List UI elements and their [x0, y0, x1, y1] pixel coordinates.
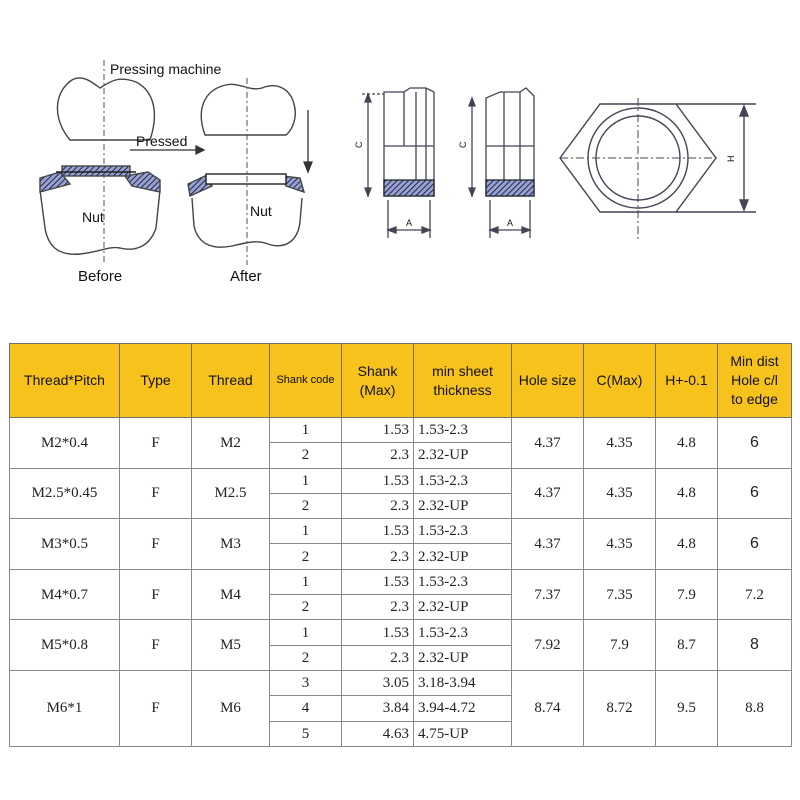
cell-shank: 1.53 [342, 418, 414, 443]
hex-nut-top-view [560, 98, 756, 240]
header-min-dist-line2: Hole c/l [731, 372, 778, 388]
cell-shank: 1.53 [342, 620, 414, 645]
cell-shank-code: 1 [270, 519, 342, 544]
cell-shank: 4.63 [342, 721, 414, 746]
cell-shank: 1.53 [342, 519, 414, 544]
label-after: After [230, 268, 262, 285]
cell-sheet: 1.53-2.3 [414, 569, 512, 594]
installation-diagrams [0, 0, 800, 300]
upper-die-before [57, 78, 154, 140]
dim-label-h: H [726, 155, 736, 162]
table-row [10, 519, 792, 544]
table-row [10, 418, 792, 443]
header-min-sheet-line1: min sheet [432, 362, 493, 379]
nut-cross-section-left [362, 88, 434, 238]
cell-c-max: 8.72 [584, 670, 656, 746]
header-shank-code: Shank code [270, 344, 342, 418]
cell-shank-code: 3 [270, 670, 342, 695]
header-h-tolerance: H+-0.1 [656, 344, 718, 418]
cell-c-max: 7.9 [584, 620, 656, 671]
header-min-dist-line1: Min dist [730, 353, 779, 369]
cell-h: 4.8 [656, 519, 718, 570]
cell-shank: 2.3 [342, 493, 414, 518]
cell-type: F [120, 418, 192, 469]
cell-sheet: 1.53-2.3 [414, 468, 512, 493]
label-pressed: Pressed [136, 133, 188, 149]
cell-sheet: 2.32-UP [414, 544, 512, 569]
cell-shank-code: 2 [270, 493, 342, 518]
cell-sheet: 3.94-4.72 [414, 696, 512, 721]
header-shank-max [342, 344, 414, 418]
label-nut-after: Nut [250, 203, 272, 219]
cell-h: 8.7 [656, 620, 718, 671]
cell-min-dist: 8.8 [718, 670, 792, 746]
cell-sheet: 2.32-UP [414, 645, 512, 670]
header-row [10, 344, 792, 418]
cell-h: 9.5 [656, 670, 718, 746]
cell-sheet: 1.53-2.3 [414, 620, 512, 645]
cell-type: F [120, 468, 192, 519]
header-min-sheet-line2: thickness [433, 381, 492, 398]
header-min-sheet [414, 344, 512, 418]
cell-h: 4.8 [656, 468, 718, 519]
table-row [10, 620, 792, 645]
label-pressing-machine: Pressing machine [110, 61, 222, 77]
header-type: Type [120, 344, 192, 418]
cell-thread: M2.5 [192, 468, 270, 519]
cell-thread: M6 [192, 670, 270, 746]
spec-table [9, 343, 792, 747]
cell-min-dist: 6 [718, 418, 792, 469]
cell-shank: 2.3 [342, 645, 414, 670]
cell-thread-pitch: M2.5*0.45 [10, 468, 120, 519]
cell-c-max: 4.35 [584, 418, 656, 469]
table-row [10, 569, 792, 594]
cell-shank-code: 1 [270, 620, 342, 645]
table-row [10, 670, 792, 695]
cell-shank: 2.3 [342, 443, 414, 468]
label-before: Before [78, 268, 123, 285]
nut-after [206, 174, 286, 184]
pressing-illustration [40, 78, 304, 254]
cell-shank-code: 2 [270, 645, 342, 670]
cell-shank-code: 1 [270, 569, 342, 594]
cell-hole: 4.37 [512, 519, 584, 570]
cell-shank: 3.05 [342, 670, 414, 695]
cell-h: 4.8 [656, 418, 718, 469]
nut-before [62, 166, 130, 176]
cell-shank-code: 2 [270, 595, 342, 620]
cell-c-max: 4.35 [584, 519, 656, 570]
label-nut-before: Nut [82, 209, 104, 225]
cell-shank-code: 2 [270, 443, 342, 468]
cell-sheet: 1.53-2.3 [414, 418, 512, 443]
upper-die-after [201, 84, 295, 135]
dim-label-a-right: A [507, 218, 514, 228]
cell-min-dist: 6 [718, 468, 792, 519]
header-thread-pitch: Thread*Pitch [10, 344, 120, 418]
cell-thread: M4 [192, 569, 270, 620]
cell-c-max: 4.35 [584, 468, 656, 519]
cell-shank-code: 1 [270, 468, 342, 493]
dim-label-a-left: A [406, 218, 413, 228]
cell-shank-code: 1 [270, 418, 342, 443]
cell-hole: 4.37 [512, 468, 584, 519]
cell-sheet: 2.32-UP [414, 493, 512, 518]
cell-h: 7.9 [656, 569, 718, 620]
cell-sheet: 3.18-3.94 [414, 670, 512, 695]
cell-shank: 1.53 [342, 569, 414, 594]
cell-hole: 7.37 [512, 569, 584, 620]
cell-type: F [120, 620, 192, 671]
cell-shank: 1.53 [342, 468, 414, 493]
cell-hole: 4.37 [512, 418, 584, 469]
cell-shank-code: 2 [270, 544, 342, 569]
cell-shank: 2.3 [342, 544, 414, 569]
cell-min-dist: 6 [718, 519, 792, 570]
cell-hole: 7.92 [512, 620, 584, 671]
dim-label-c-right: C [458, 141, 468, 148]
cell-sheet: 4.75-UP [414, 721, 512, 746]
header-shank-line1: Shank [357, 362, 398, 379]
dim-label-c-left: C [354, 141, 364, 148]
cell-shank-code: 5 [270, 721, 342, 746]
cell-shank: 2.3 [342, 595, 414, 620]
cell-type: F [120, 519, 192, 570]
cell-shank: 3.84 [342, 696, 414, 721]
cell-thread-pitch: M2*0.4 [10, 418, 120, 469]
cell-min-dist: 8 [718, 620, 792, 671]
cell-thread-pitch: M6*1 [10, 670, 120, 746]
cell-sheet: 2.32-UP [414, 595, 512, 620]
header-shank-line2: (Max) [359, 381, 396, 398]
cell-min-dist: 7.2 [718, 569, 792, 620]
table-row [10, 468, 792, 493]
cell-sheet: 1.53-2.3 [414, 519, 512, 544]
cell-thread-pitch: M5*0.8 [10, 620, 120, 671]
cell-thread: M3 [192, 519, 270, 570]
cell-thread: M5 [192, 620, 270, 671]
header-thread: Thread [192, 344, 270, 418]
cell-hole: 8.74 [512, 670, 584, 746]
cell-thread: M2 [192, 418, 270, 469]
cell-sheet: 2.32-UP [414, 443, 512, 468]
header-min-dist [718, 344, 792, 418]
press-direction-arrow [304, 110, 312, 172]
header-min-dist-line3: to edge [731, 391, 778, 407]
cell-c-max: 7.35 [584, 569, 656, 620]
cell-type: F [120, 670, 192, 746]
header-c-max: C(Max) [584, 344, 656, 418]
nut-cross-section-right [469, 88, 534, 238]
cell-shank-code: 4 [270, 696, 342, 721]
cell-thread-pitch: M3*0.5 [10, 519, 120, 570]
cell-type: F [120, 569, 192, 620]
cell-thread-pitch: M4*0.7 [10, 569, 120, 620]
header-hole-size: Hole size [512, 344, 584, 418]
